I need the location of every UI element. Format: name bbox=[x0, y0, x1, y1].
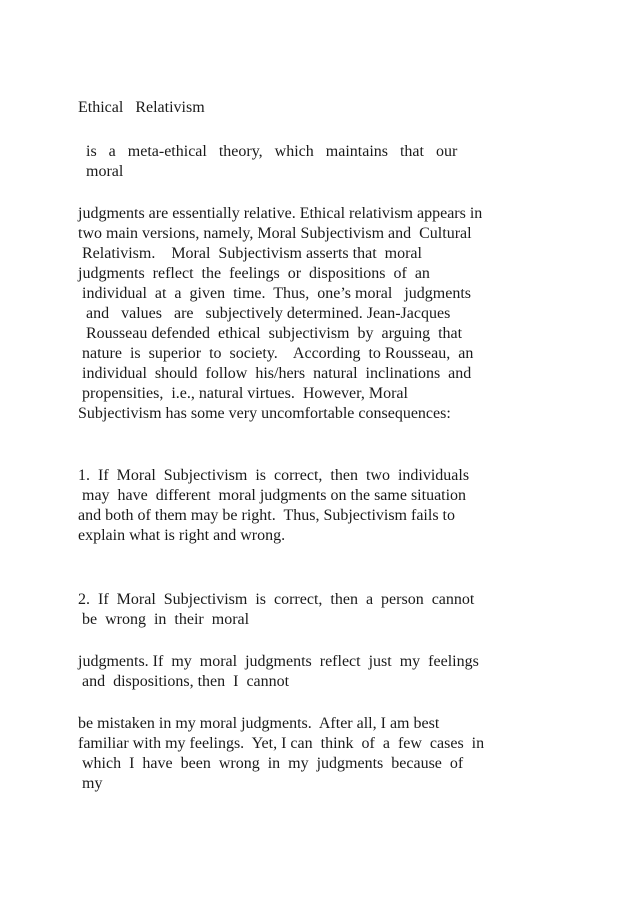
text-line: nature is superior to society. According to Rousseau, an bbox=[78, 345, 474, 362]
text-line: is a meta-ethical theory, which maintains that our bbox=[78, 143, 458, 160]
text-line: individual should follow his/hers natural inclinations and bbox=[78, 365, 472, 382]
text-line: which I have been wrong in my judgments because of bbox=[78, 755, 464, 772]
document-title: Ethical Relativism bbox=[78, 99, 205, 116]
text-line: two main versions, namely, Moral Subjectivism and Cultural bbox=[78, 225, 472, 242]
text-line: Rousseau defended ethical subjectivism by arguing that bbox=[78, 325, 463, 342]
text-line: explain what is right and wrong. bbox=[78, 527, 286, 544]
text-line: judgments reflect the feelings or dispositions of an bbox=[78, 265, 430, 282]
text-line: Relativism. Moral Subjectivism asserts that moral bbox=[78, 245, 422, 262]
text-line: be mistaken in my moral judgments. After all, I am best bbox=[78, 715, 440, 732]
text-line: may have different moral judgments on the same situation bbox=[78, 487, 467, 504]
text-line: and both of them may be right. Thus, Subjectivism fails to bbox=[78, 507, 455, 524]
list-item-1: 1. If Moral Subjectivism is correct, then two individuals bbox=[78, 467, 470, 484]
text-line: individual at a given time. Thus, one’s moral judgments bbox=[78, 285, 471, 302]
text-line: moral bbox=[78, 163, 124, 180]
text-line: Subjectivism has some very uncomfortable consequences: bbox=[78, 405, 451, 422]
text-line: and dispositions, then I cannot bbox=[78, 673, 290, 690]
text-line: my bbox=[78, 775, 103, 792]
text-line: and values are subjectively determined. Jean-Jacques bbox=[78, 305, 451, 322]
text-line: familiar with my feelings. Yet, I can think of a few cases in bbox=[78, 735, 485, 752]
text-line: judgments are essentially relative. Ethical relativism appears in bbox=[78, 205, 483, 222]
text-line: judgments. If my moral judgments reflect just my feelings bbox=[78, 653, 479, 670]
text-line: be wrong in their moral bbox=[78, 611, 250, 628]
list-item-2: 2. If Moral Subjectivism is correct, then a person cannot bbox=[78, 591, 475, 608]
text-line: propensities, i.e., natural virtues. However, Moral bbox=[78, 385, 408, 402]
